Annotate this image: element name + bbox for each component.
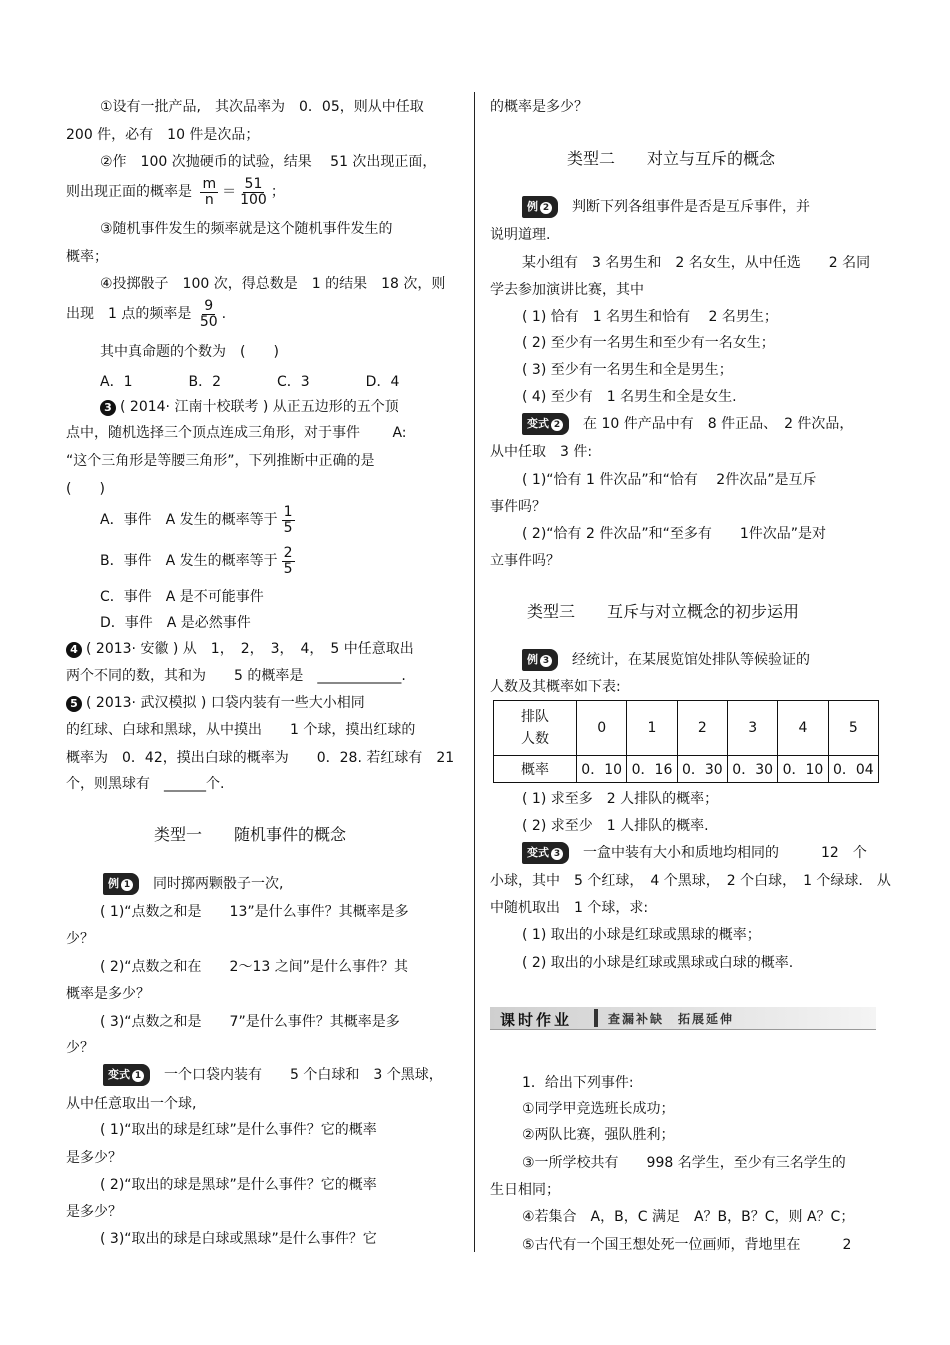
table-header-label: 排队 人数 [494, 701, 577, 756]
variant-1-part-2-cont: 是多少？ [66, 1204, 122, 1220]
homework-item-2: ②两队比赛，强队胜利； [522, 1127, 675, 1143]
section-heading-type1: 类型一 随机事件的概念 [154, 825, 347, 844]
continued-line: 的概率是多少？ [490, 99, 588, 115]
q1-statement-2-cont: 则出现正面的概率是 $\frac{m}{n}$ ＝ $\frac{51}{100}$ ； [66, 175, 285, 208]
variant-2-line-1: 变式 2 在 10 件产品中有 8 件正品、 2 件次品， [522, 414, 853, 436]
homework-subtitle: 查漏补缺 拓展延伸 [608, 1012, 735, 1026]
q5-line-4: 个，则黑球有 ______个. [66, 776, 225, 792]
fraction-1-over-5: $\frac{1}{5}$ [283, 503, 293, 536]
q5-line-3: 概率为 0．42，摸出白球的概率为 0．28. 若红球有 21 [66, 750, 455, 766]
variant-3-part-1: ( 1) 取出的小球是红球或黑球的概率； [522, 927, 761, 943]
table-row-label: 概率 [494, 756, 577, 783]
example-1-part-2: ( 2)“点数之和在 2～13 之间”是什么事件？其 [100, 959, 408, 975]
example-1-part-2-cont: 概率是多少？ [66, 986, 150, 1002]
variant-1-line-2: 从中任意取出一个球, [66, 1096, 197, 1112]
q3-line-1: 3 ( 2014· 江南十校联考 ) 从正五边形的五个顶 [100, 397, 399, 417]
homework-item-3: ③一所学校共有 998 名学生，至少有三名学生的 [522, 1155, 846, 1171]
variant-2-badge: 变式 2 [522, 413, 569, 435]
banner-bar [594, 1009, 598, 1027]
column-divider [474, 92, 475, 1252]
example-1-badge: 例 1 [103, 873, 139, 895]
q1-statement-3: ③随机事件发生的频率就是这个随机事件发生的 [100, 221, 393, 237]
table-col-4: 4 [778, 701, 828, 756]
variant-2-line-2: 从中任取 3 件: [490, 444, 593, 460]
example-2-badge: 例 2 [522, 196, 558, 218]
variant-1-part-3: ( 3)“取出的球是白球或黑球”是什么事件？它 [100, 1231, 377, 1247]
example-3-line-1: 例 3 经统计，在某展览馆处排队等候验证的 [522, 650, 810, 672]
example-2-part-1: ( 1) 恰有 1 名男生和恰有 2 名男生； [522, 309, 778, 325]
example-1-line-1: 例 1 同时掷两颗骰子一次, [103, 874, 283, 896]
q3-option-b: B．事件 A 发生的概率等于 $\frac{2}{5}$ [100, 544, 293, 577]
example-1-part-1: ( 1)“点数之和是 13”是什么事件？其概率是多 [100, 904, 409, 920]
q1-options: A．1 B．2 C．3 D．4 [100, 374, 400, 390]
example-2-line-4: 学去参加演讲比赛，其中 [490, 282, 644, 298]
table-val-3: 0．30 [727, 756, 777, 783]
table-val-0: 0．10 [577, 756, 627, 783]
q5-line-1: 5 ( 2013· 武汉模拟 ) 口袋内装有一些大小相同 [66, 693, 365, 713]
q4-line-1: 4 ( 2013· 安徽 ) 从 1， 2， 3， 4， 5 中任意取出 [66, 639, 414, 659]
queue-probability-table [493, 700, 879, 783]
example-1-part-3: ( 3)“点数之和是 7”是什么事件？其概率是多 [100, 1014, 400, 1030]
example-2-line-3: 某小组有 3 名男生和 2 名女生，从中任选 2 名同 [522, 255, 871, 271]
q5-line-2: 的红球、白球和黑球，从中摸出 1 个球，摸出红球的 [66, 722, 416, 738]
table-row-probability [494, 756, 879, 783]
variant-1-badge: 变式 1 [103, 1064, 150, 1086]
homework-banner [490, 1007, 876, 1030]
table-col-5: 5 [828, 701, 878, 756]
example-2-part-2: ( 2) 至少有一名男生和至少有一名女生； [522, 335, 775, 351]
section-heading-type2: 类型二 对立与互斥的概念 [567, 149, 776, 168]
variant-3-badge: 变式 3 [522, 842, 569, 864]
variant-1-part-1-cont: 是多少？ [66, 1150, 122, 1166]
fraction-51-over-100: $\frac{51}{100}$ [240, 175, 267, 208]
homework-item-4: ④若集合 A，B，C 满足 A？B，B？C，则 A？C； [522, 1209, 855, 1225]
example-2-line-2: 说明道理. [490, 227, 551, 243]
table-col-1: 1 [627, 701, 677, 756]
variant-2-part-2-cont: 立事件吗？ [490, 553, 560, 569]
variant-1-part-2: ( 2)“取出的球是黑球”是什么事件？它的概率 [100, 1177, 377, 1193]
q3-number-circle: 3 [100, 400, 116, 416]
q1-statement-4: ④投掷骰子 100 次，得总数是 1 的结果 18 次，则 [100, 276, 446, 292]
q1-statement-2: ②作 100 次抛硬币的试验，结果 51 次出现正面， [100, 154, 437, 170]
table-row-header [494, 701, 879, 756]
q4-number-circle: 4 [66, 642, 82, 658]
q1-statement-3-cont: 概率； [66, 249, 108, 265]
q1-statement-1: ①设有一批产品, 其次品率为 0．05，则从中任取 [100, 99, 424, 115]
example-1-part-1-cont: 少？ [66, 931, 94, 947]
example-1-part-3-cont: 少？ [66, 1040, 94, 1056]
example-2-line-1: 例 2 判断下列各组事件是否是互斥事件，并 [522, 197, 810, 219]
homework-item-1: ①同学甲竞选班长成功； [522, 1101, 675, 1117]
fraction-9-over-50: $\frac{9}{50}$ [199, 297, 218, 330]
q3-line-4: ( ) [66, 481, 105, 497]
table-val-1: 0．16 [627, 756, 677, 783]
table-col-2: 2 [677, 701, 727, 756]
q3-line-3: “这个三角形是等腰三角形”，下列推断中正确的是 [66, 453, 375, 469]
variant-3-line-3: 中随机取出 1 个球，求: [490, 900, 649, 916]
table-val-5: 0．04 [828, 756, 878, 783]
q1-ask: 其中真命题的个数为 ( ) [100, 344, 279, 360]
table-col-0: 0 [577, 701, 627, 756]
q1-statement-4-cont: 出现 1 点的频率是 $\frac{9}{50}$ . [66, 297, 227, 330]
q1-statement-1-cont: 200 件，必有 10 件是次品； [66, 127, 260, 143]
section-heading-type3: 类型三 互斥与对立概念的初步运用 [527, 602, 800, 621]
fraction-m-over-n: $\frac{m}{n}$ [202, 175, 217, 208]
variant-2-part-1-cont: 事件吗？ [490, 499, 546, 515]
example-3-line-2: 人数及其概率如下表: [490, 679, 621, 695]
q5-number-circle: 5 [66, 696, 82, 712]
variant-3-part-2: ( 2) 取出的小球是红球或黑球或白球的概率. [522, 955, 794, 971]
q3-option-c: C．事件 A 是不可能事件 [100, 589, 264, 605]
variant-1-line-1: 变式 1 一个口袋内装有 5 个白球和 3 个黑球， [103, 1065, 443, 1087]
variant-3-line-1: 变式 3 一盒中装有大小和质地均相同的 12 个 [522, 843, 867, 865]
table-val-2: 0．30 [677, 756, 727, 783]
variant-2-part-2: ( 2)“恰有 2 件次品”和“至多有 1件次品”是对 [522, 526, 827, 542]
table-col-3: 3 [727, 701, 777, 756]
homework-item-5: ⑤古代有一个国王想处死一位画师，背地里在 2 [522, 1237, 852, 1253]
example-2-part-4: ( 4) 至少有 1 名男生和全是女生. [522, 389, 737, 405]
example-3-part-2: ( 2) 求至少 1 人排队的概率. [522, 818, 709, 834]
q3-option-a: A．事件 A 发生的概率等于 $\frac{1}{5}$ [100, 503, 293, 536]
homework-q1: 1．给出下列事件: [522, 1075, 634, 1091]
variant-2-part-1: ( 1)“恰有 1 件次品”和“恰有 2件次品”是互斥 [522, 472, 817, 488]
table-val-4: 0．10 [778, 756, 828, 783]
q3-line-2: 点中，随机选择三个顶点连成三角形，对于事件 A: [66, 425, 407, 441]
example-2-part-3: ( 3) 至少有一名男生和全是男生； [522, 362, 733, 378]
homework-item-3-cont: 生日相同； [490, 1182, 560, 1198]
example-3-badge: 例 3 [522, 649, 558, 671]
variant-1-part-1: ( 1)“取出的球是红球”是什么事件？它的概率 [100, 1122, 377, 1138]
q3-option-d: D．事件 A 是必然事件 [100, 615, 251, 631]
homework-title: 课时作业 [500, 1011, 573, 1029]
variant-3-line-2: 小球，其中 5 个红球， 4 个黑球， 2 个白球， 1 个绿球. 从 [490, 873, 891, 889]
q4-line-2: 两个不同的数，其和为 5 的概率是 ____________. [66, 668, 406, 684]
example-3-part-1: ( 1) 求至多 2 人排队的概率； [522, 791, 719, 807]
fraction-2-over-5: $\frac{2}{5}$ [283, 544, 293, 577]
